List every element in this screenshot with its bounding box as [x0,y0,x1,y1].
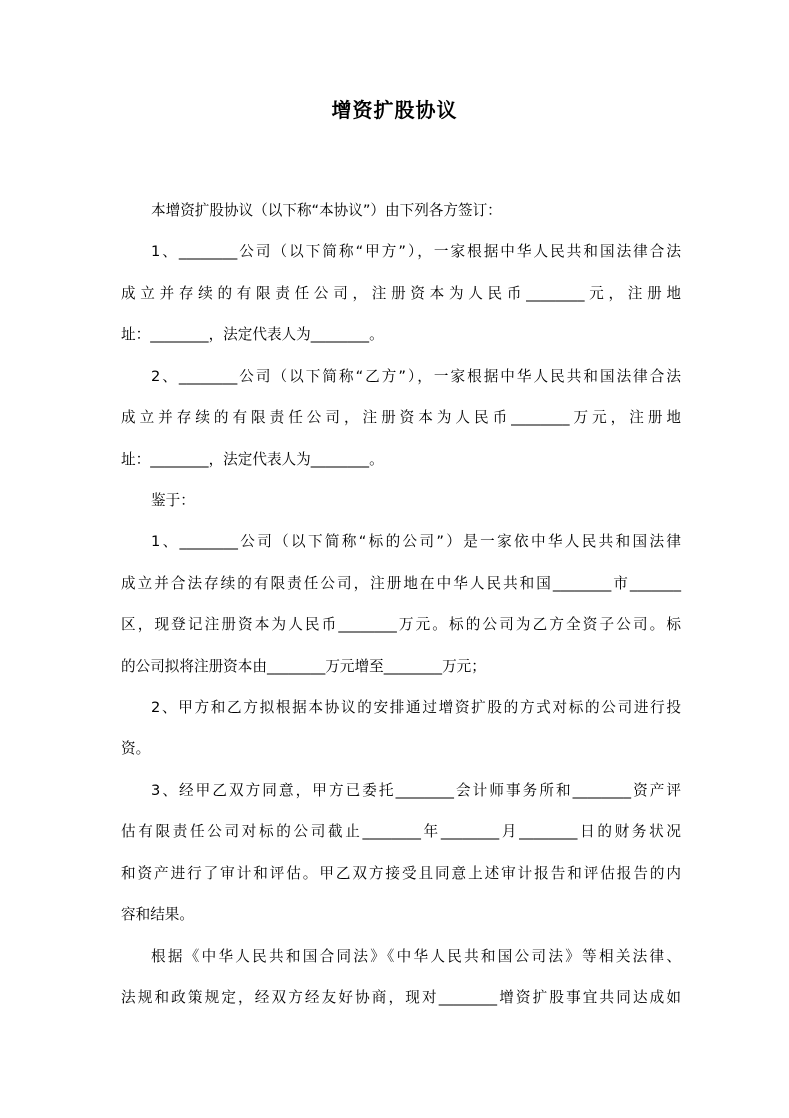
party-b-line-3: 址：________，法定代表人为________。 [121,451,384,468]
party-a-line-1: 1、________公司（以下简称“甲方”），一家根据中华人民共和国法律合法 [151,243,681,260]
whereas-1-line-2: 成立并合法存续的有限责任公司，注册地在中华人民共和国________市_______ [121,575,681,592]
party-b-line-2: 成立并存续的有限责任公司，注册资本为人民币________万元，注册地 [121,409,681,426]
document-title: 增资扩股协议 [331,98,458,122]
whereas-3-line-1: 3、经甲乙双方同意，甲方已委托________会计师事务所和________资产评 [151,782,681,799]
basis-line-1: 根据《中华人民共和国合同法》《中华人民共和国公司法》等相关法律、 [151,948,681,965]
whereas-3-line-4: 容和结果。 [121,906,194,923]
whereas-3-line-3: 和资产进行了审计和评估。甲乙双方接受且同意上述审计报告和评估报告的内 [121,865,681,882]
whereas-1-line-4: 的公司拟将注册资本由________万元增至________万元； [121,658,486,675]
whereas-1-line-1: 1、________公司（以下简称“标的公司”）是一家依中华人民共和国法律 [151,533,681,550]
whereas-2-line-1: 2、甲方和乙方拟根据本协议的安排通过增资扩股的方式对标的公司进行投 [151,699,681,716]
basis-line-2: 法规和政策规定，经双方经友好协商，现对________增资扩股事宜共同达成如 [121,989,681,1006]
intro-line: 本增资扩股协议（以下称“本协议”）由下列各方签订： [151,202,502,219]
whereas-2-line-2: 资。 [121,740,151,757]
party-a-line-2: 成立并存续的有限责任公司，注册资本为人民币________元，注册地 [121,285,681,302]
whereas-1-line-3: 区，现登记注册资本为人民币________万元。标的公司为乙方全资子公司。标 [121,616,681,633]
whereas-3-line-2: 估有限责任公司对标的公司截止________年________月________日的财务状况 [121,823,681,840]
party-a-line-3: 址：________，法定代表人为________。 [121,326,384,343]
whereas-heading: 鉴于： [151,492,195,509]
party-b-line-1: 2、________公司（以下简称“乙方”），一家根据中华人民共和国法律合法 [151,368,681,385]
